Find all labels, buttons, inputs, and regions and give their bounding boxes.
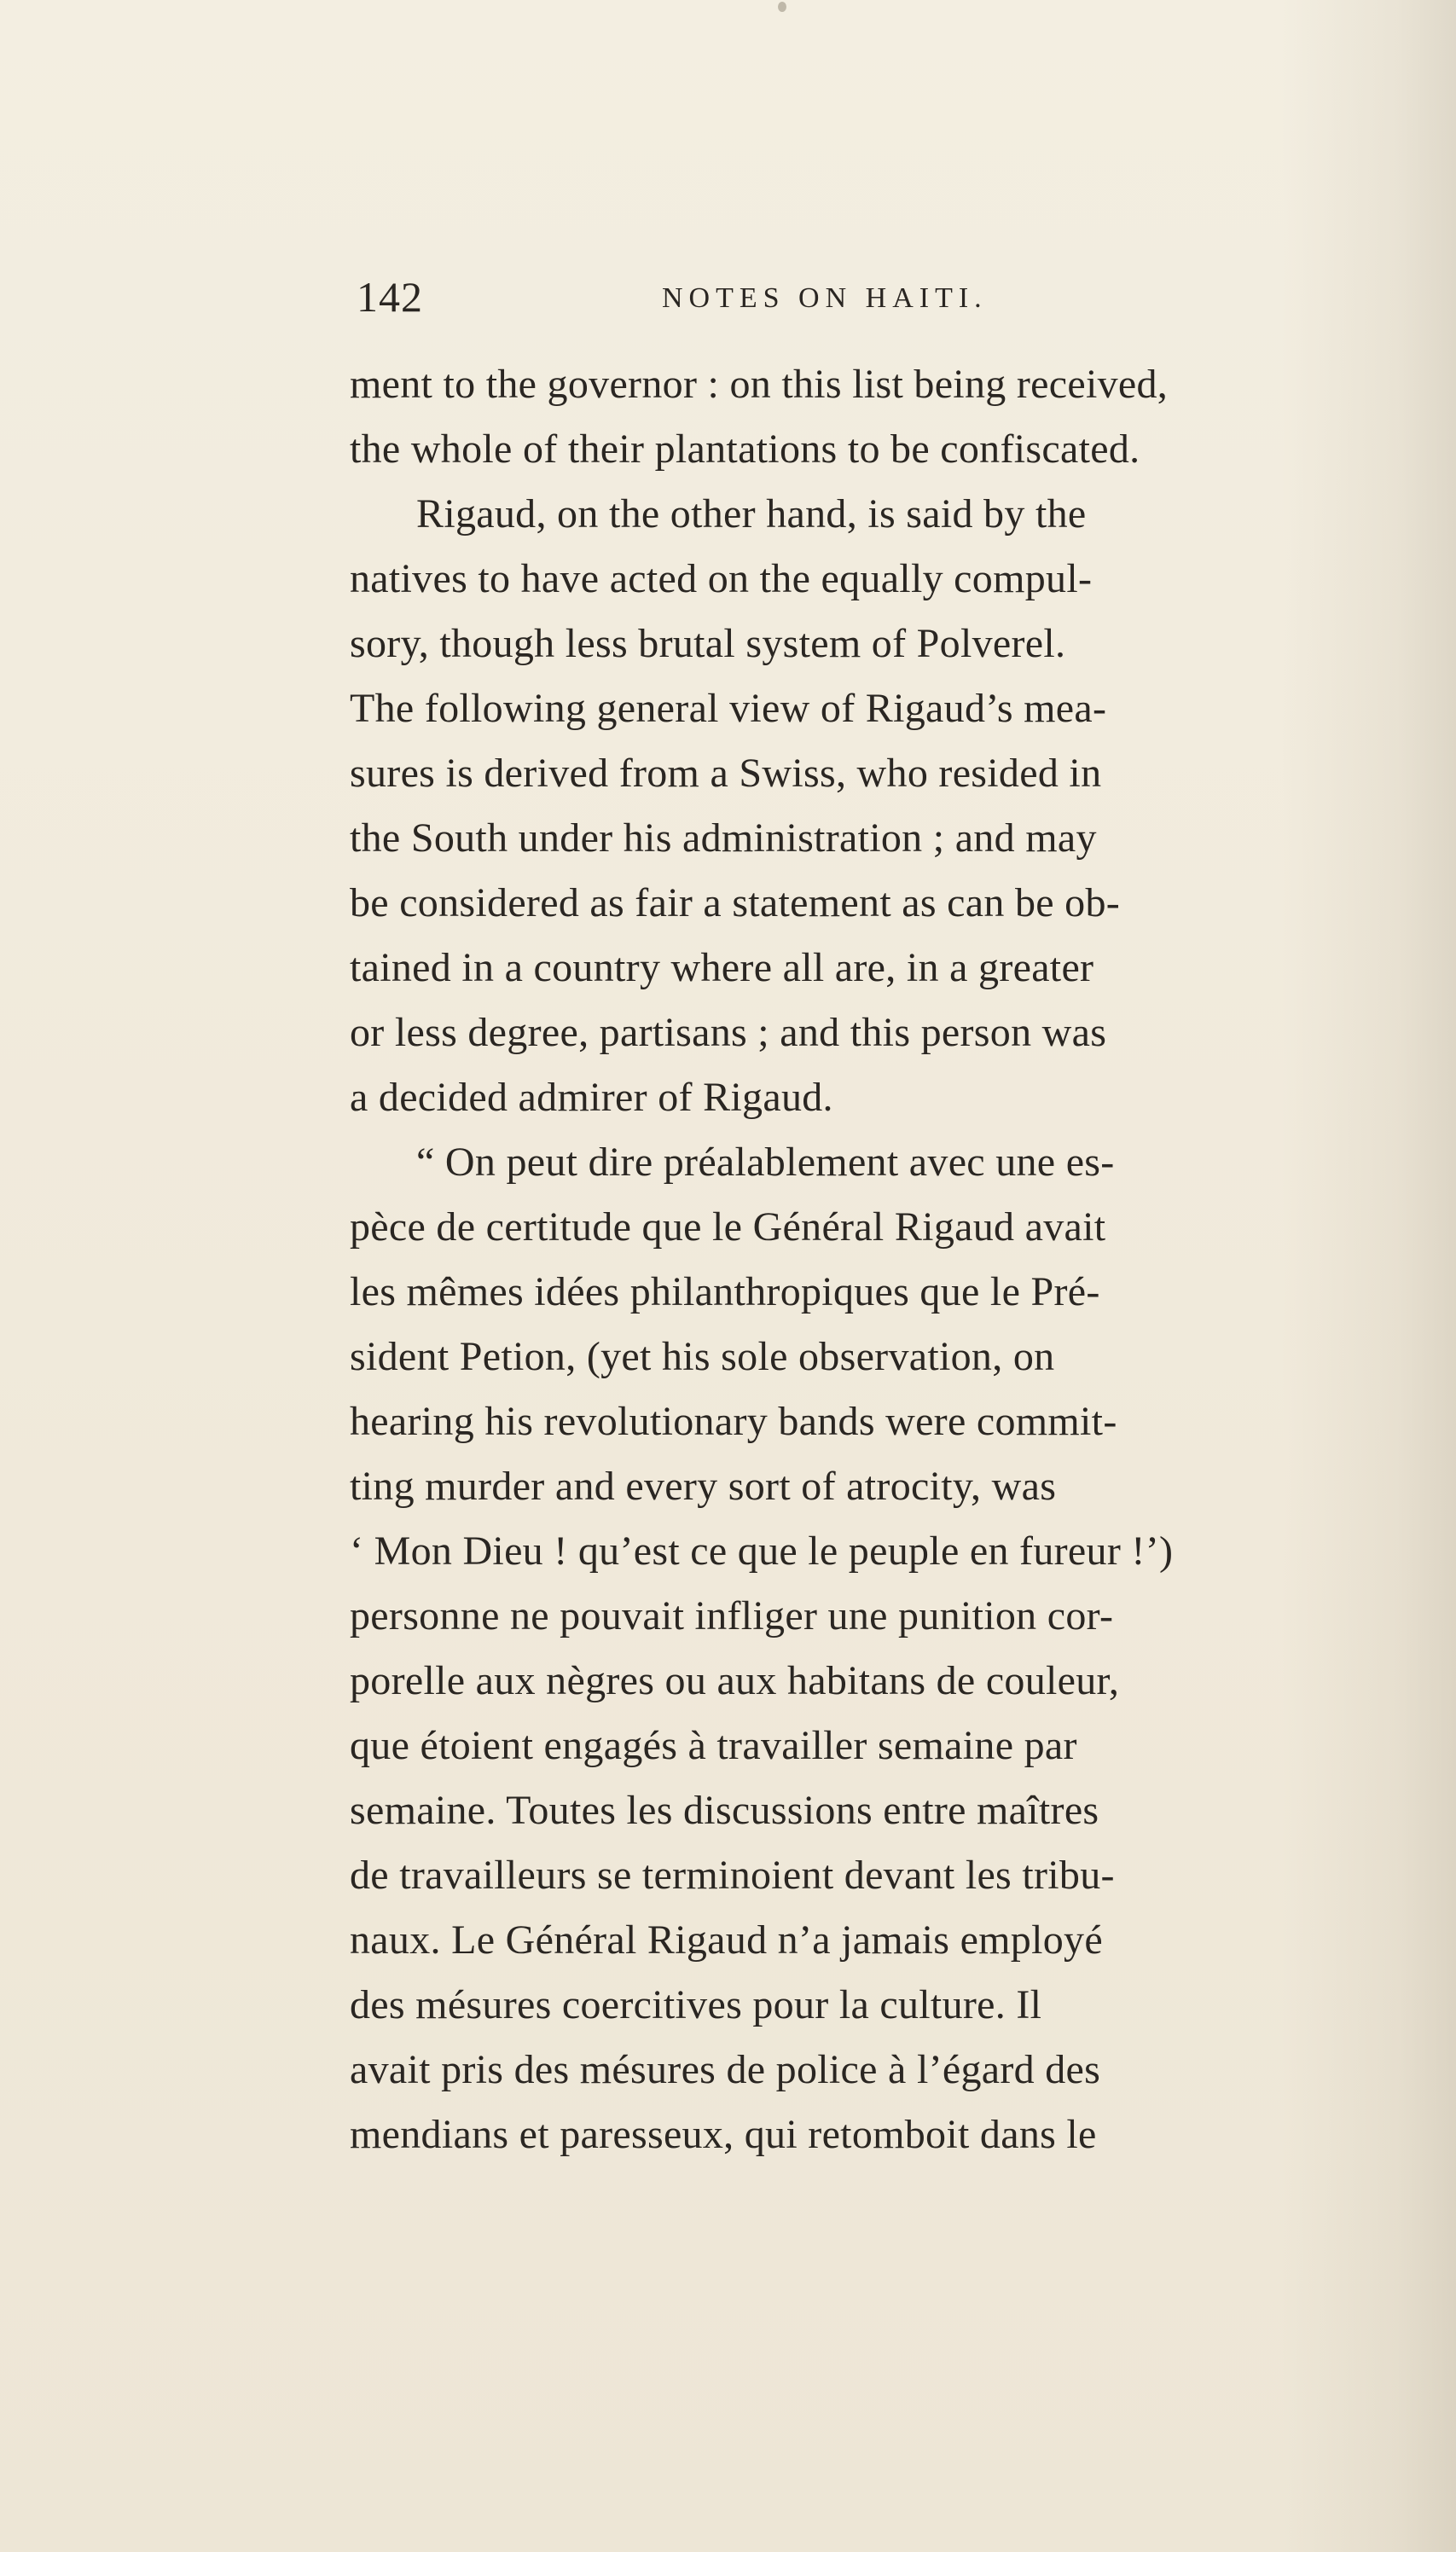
- text-line: ‘ Mon Dieu ! qu’est ce que le peuple en fureur !’): [350, 1528, 1174, 1574]
- text-line: les mêmes idées philanthropiques que le Pré-: [350, 1269, 1100, 1314]
- text-line: naux. Le Général Rigaud n’a jamais employé: [350, 1917, 1103, 1963]
- text-line: sures is derived from a Swiss, who resided in: [350, 751, 1102, 796]
- page-header: [357, 271, 1090, 322]
- text-line: tained in a country where all are, in a greater: [350, 945, 1094, 990]
- text-line: a decided admirer of Rigaud.: [350, 1075, 833, 1120]
- text-line: sident Petion, (yet his sole observation, on: [350, 1334, 1055, 1379]
- page-number: 142: [357, 273, 423, 321]
- text-line: semaine. Toutes les discussions entre maîtres: [350, 1788, 1099, 1833]
- text-line: The following general view of Rigaud’s mea-: [350, 686, 1107, 731]
- text-line: que étoient engagés à travailler semaine par: [350, 1723, 1077, 1768]
- text-line: the South under his administration ; and may: [350, 815, 1097, 861]
- text-line: des mésures coercitives pour la culture. Il: [350, 1982, 1042, 2027]
- text-line: porelle aux nègres ou aux habitans de couleur,: [350, 1658, 1120, 1703]
- text-line: be considered as fair a statement as can be ob-: [350, 880, 1121, 925]
- text-line: natives to have acted on the equally compul-: [350, 556, 1093, 601]
- text-line: de travailleurs se terminoient devant les tribu-: [350, 1853, 1115, 1898]
- running-head: NOTES ON HAITI.: [662, 282, 988, 314]
- text-line: or less degree, partisans ; and this person was: [350, 1010, 1107, 1055]
- text-line: ting murder and every sort of atrocity, was: [350, 1464, 1057, 1509]
- paragraph-first-line: “ On peut dire préalablement avec une es-: [416, 1140, 1115, 1185]
- paragraph-first-line: Rigaud, on the other hand, is said by the: [416, 491, 1087, 536]
- text-line: mendians et paresseux, qui retomboit dans le: [350, 2112, 1097, 2157]
- text-line: ment to the governor : on this list being received,: [350, 362, 1169, 407]
- text-line: pèce de certitude que le Général Rigaud avait: [350, 1204, 1106, 1250]
- text-line: the whole of their plantations to be confiscated.: [350, 426, 1140, 472]
- text-line: personne ne pouvait infliger une punition cor-: [350, 1593, 1114, 1638]
- text-line: sory, though less brutal system of Polverel.: [350, 621, 1066, 666]
- ink-speck: [778, 2, 786, 12]
- text-line: hearing his revolutionary bands were commit-: [350, 1399, 1117, 1444]
- text-line: avait pris des mésures de police à l’égard des: [350, 2047, 1101, 2092]
